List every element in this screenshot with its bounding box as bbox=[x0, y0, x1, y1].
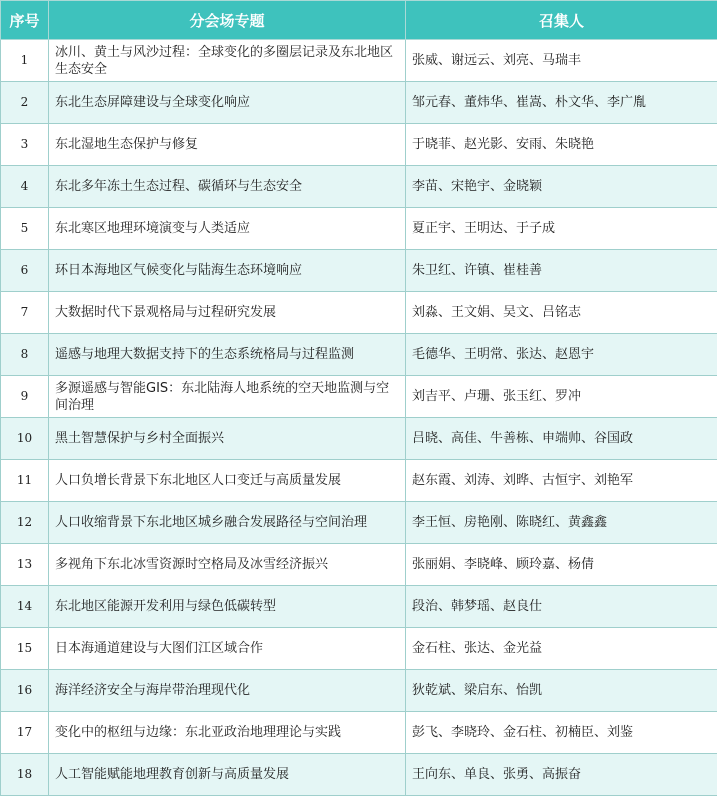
row-conveners-cell: 毛德华、王明常、张达、赵恩宇 bbox=[406, 334, 717, 376]
row-topic-cell: 黑土智慧保护与乡村全面振兴 bbox=[49, 418, 406, 460]
row-index-cell: 16 bbox=[1, 670, 49, 712]
row-conveners-cell: 刘吉平、卢珊、张玉红、罗冲 bbox=[406, 376, 717, 418]
row-topic-cell: 冰川、黄土与风沙过程：全球变化的多圈层记录及东北地区生态安全 bbox=[49, 40, 406, 82]
row-topic-cell: 东北多年冻土生态过程、碳循环与生态安全 bbox=[49, 166, 406, 208]
table-row bbox=[1, 544, 717, 586]
row-topic-cell: 多源遥感与智能GIS：东北陆海人地系统的空天地监测与空间治理 bbox=[49, 376, 406, 418]
table-row bbox=[1, 376, 717, 418]
row-conveners-cell: 彭飞、李晓玲、金石柱、初楠臣、刘鉴 bbox=[406, 712, 717, 754]
row-index-cell: 1 bbox=[1, 40, 49, 82]
row-index-cell: 11 bbox=[1, 460, 49, 502]
row-conveners-cell: 狄乾斌、梁启东、怡凯 bbox=[406, 670, 717, 712]
row-index-cell: 12 bbox=[1, 502, 49, 544]
table-row bbox=[1, 754, 717, 796]
row-index-cell: 13 bbox=[1, 544, 49, 586]
table-row bbox=[1, 292, 717, 334]
row-index-cell: 3 bbox=[1, 124, 49, 166]
row-index-cell: 4 bbox=[1, 166, 49, 208]
row-conveners-cell: 李王恒、房艳刚、陈晓红、黄鑫鑫 bbox=[406, 502, 717, 544]
row-conveners-cell: 张威、谢远云、刘亮、马瑞丰 bbox=[406, 40, 717, 82]
table-row bbox=[1, 124, 717, 166]
row-topic-cell: 日本海通道建设与大图们江区域合作 bbox=[49, 628, 406, 670]
row-conveners-cell: 邹元春、董炜华、崔嵩、朴文华、李广胤 bbox=[406, 82, 717, 124]
table-row bbox=[1, 334, 717, 376]
row-conveners-cell: 吕晓、高佳、牛善栋、申端帅、谷国政 bbox=[406, 418, 717, 460]
table-header-row bbox=[1, 1, 717, 40]
table-row bbox=[1, 208, 717, 250]
row-conveners-cell: 王向东、单良、张勇、高振奋 bbox=[406, 754, 717, 796]
table-row bbox=[1, 502, 717, 544]
table-row bbox=[1, 82, 717, 124]
header-conveners: 召集人 bbox=[406, 1, 717, 40]
row-index-cell: 7 bbox=[1, 292, 49, 334]
row-index-cell: 10 bbox=[1, 418, 49, 460]
row-topic-cell: 多视角下东北冰雪资源时空格局及冰雪经济振兴 bbox=[49, 544, 406, 586]
row-index-cell: 6 bbox=[1, 250, 49, 292]
row-index-cell: 8 bbox=[1, 334, 49, 376]
header-topic: 分会场专题 bbox=[49, 1, 406, 40]
header-index: 序号 bbox=[1, 1, 49, 40]
row-topic-cell: 人口负增长背景下东北地区人口变迁与高质量发展 bbox=[49, 460, 406, 502]
table-row bbox=[1, 712, 717, 754]
row-conveners-cell: 刘淼、王文娟、吴文、吕铭志 bbox=[406, 292, 717, 334]
row-topic-cell: 变化中的枢纽与边缘：东北亚政治地理理论与实践 bbox=[49, 712, 406, 754]
row-conveners-cell: 李苗、宋艳宇、金晓颖 bbox=[406, 166, 717, 208]
row-index-cell: 9 bbox=[1, 376, 49, 418]
row-topic-cell: 大数据时代下景观格局与过程研究发展 bbox=[49, 292, 406, 334]
table-row bbox=[1, 628, 717, 670]
row-topic-cell: 东北寒区地理环境演变与人类适应 bbox=[49, 208, 406, 250]
row-conveners-cell: 于晓菲、赵光影、安雨、朱晓艳 bbox=[406, 124, 717, 166]
row-topic-cell: 人口收缩背景下东北地区城乡融合发展路径与空间治理 bbox=[49, 502, 406, 544]
row-topic-cell: 人工智能赋能地理教育创新与高质量发展 bbox=[49, 754, 406, 796]
row-topic-cell: 海洋经济安全与海岸带治理现代化 bbox=[49, 670, 406, 712]
row-topic-cell: 东北生态屏障建设与全球变化响应 bbox=[49, 82, 406, 124]
table-row bbox=[1, 166, 717, 208]
table-row bbox=[1, 586, 717, 628]
row-topic-cell: 东北地区能源开发利用与绿色低碳转型 bbox=[49, 586, 406, 628]
row-topic-cell: 环日本海地区气候变化与陆海生态环境响应 bbox=[49, 250, 406, 292]
row-conveners-cell: 夏正宇、王明达、于子成 bbox=[406, 208, 717, 250]
table-row bbox=[1, 670, 717, 712]
table-row bbox=[1, 250, 717, 292]
row-conveners-cell: 朱卫红、许镇、崔桂善 bbox=[406, 250, 717, 292]
row-conveners-cell: 金石柱、张达、金光益 bbox=[406, 628, 717, 670]
row-conveners-cell: 段治、韩梦瑶、赵良仕 bbox=[406, 586, 717, 628]
row-index-cell: 17 bbox=[1, 712, 49, 754]
row-conveners-cell: 张丽娟、李晓峰、顾玲嘉、杨倩 bbox=[406, 544, 717, 586]
row-index-cell: 5 bbox=[1, 208, 49, 250]
table-row bbox=[1, 40, 717, 82]
row-index-cell: 15 bbox=[1, 628, 49, 670]
row-index-cell: 2 bbox=[1, 82, 49, 124]
table-row bbox=[1, 460, 717, 502]
row-topic-cell: 遥感与地理大数据支持下的生态系统格局与过程监测 bbox=[49, 334, 406, 376]
row-topic-cell: 东北湿地生态保护与修复 bbox=[49, 124, 406, 166]
table-row bbox=[1, 418, 717, 460]
row-conveners-cell: 赵东霞、刘涛、刘晔、古恒宇、刘艳军 bbox=[406, 460, 717, 502]
row-index-cell: 18 bbox=[1, 754, 49, 796]
row-index-cell: 14 bbox=[1, 586, 49, 628]
